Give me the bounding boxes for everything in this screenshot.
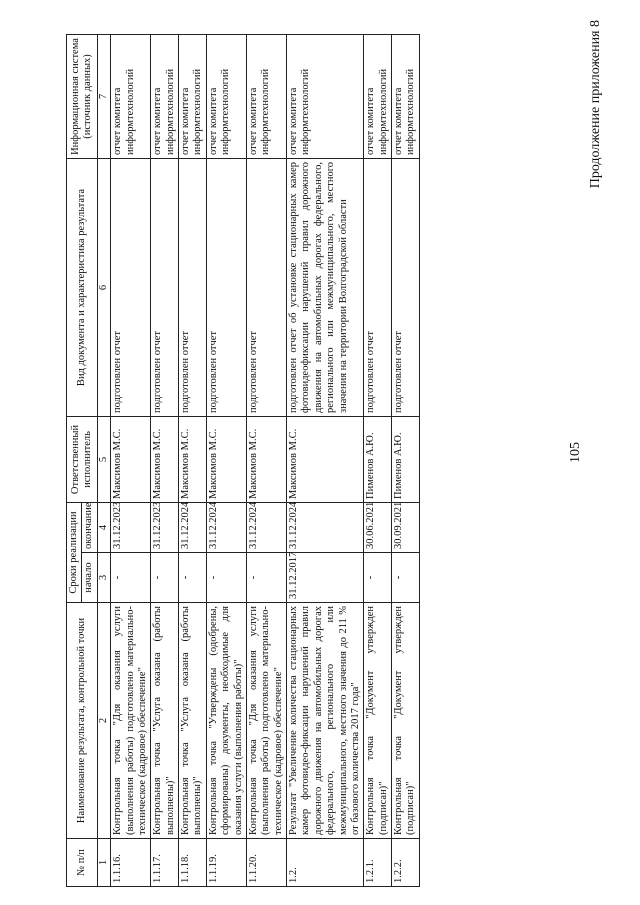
row-end: 31.12.2024 (246, 502, 286, 552)
table-row (111, 34, 151, 886)
header-num: № п/п (67, 839, 98, 887)
row-start: - (151, 553, 179, 603)
row-doc: подготовлен отчет (364, 158, 392, 416)
table-row (206, 34, 246, 886)
appendix-title: Продолжение приложения 8 (588, 20, 603, 189)
col-number: 3 (97, 553, 110, 603)
table-row (179, 34, 207, 886)
row-name: Контрольная точка "Документ утвержден (подписан)" (392, 603, 420, 839)
row-num: 1.1.17. (151, 839, 179, 887)
row-start: 31.12.2017 (287, 553, 364, 603)
col-number: 5 (97, 416, 110, 502)
row-name: Контрольная точка "Утверждены (одобрены, сформированы) документы, необходимые для оказания услуги (выполнения работы)" (206, 603, 246, 839)
header-end: окончание (82, 502, 97, 552)
table-row (246, 34, 286, 886)
row-num: 1.1.19. (206, 839, 246, 887)
row-source: отчет комитета информтехнологий (364, 34, 392, 158)
row-source: отчет комитета информтехнологий (179, 34, 207, 158)
row-doc: подготовлен отчет (392, 158, 420, 416)
col-number: 7 (97, 34, 110, 158)
row-end: 30.09.2021 (392, 502, 420, 552)
row-name: Контрольная точка "Услуга оказана (работы выполнены)" (179, 603, 207, 839)
row-doc: подготовлен отчет (179, 158, 207, 416)
table-row (287, 34, 364, 886)
table-row (392, 34, 420, 886)
row-source: отчет комитета информтехнологий (111, 34, 151, 158)
row-responsible: Максимов М.С. (287, 416, 364, 502)
row-end: 31.12.2023 (151, 502, 179, 552)
row-start: - (364, 553, 392, 603)
row-end: 31.12.2024 (206, 502, 246, 552)
row-start: - (179, 553, 207, 603)
row-source: отчет комитета информтехнологий (246, 34, 286, 158)
row-responsible: Максимов М.С. (246, 416, 286, 502)
column-number-row (97, 34, 110, 886)
row-doc: подготовлен отчет (111, 158, 151, 416)
header-start: начало (82, 553, 97, 603)
header-doc: Вид документа и характеристика результата (67, 158, 98, 416)
row-responsible: Максимов М.С. (179, 416, 207, 502)
row-name: Контрольная точка "Для оказания услуги (выполнения работы) подготовлено материально-техническое (кадровое) обеспечение" (111, 603, 151, 839)
row-start: - (111, 553, 151, 603)
col-number: 6 (97, 158, 110, 416)
row-responsible: Максимов М.С. (111, 416, 151, 502)
row-doc: подготовлен отчет об установке стационарных камер фотовидеофиксации нарушений правил дорожного движения на автомобильных дорогах федерального, регионального или межмуниципального, местного значения на территории Волгоградской области (287, 158, 364, 416)
col-number: 2 (97, 603, 110, 839)
row-responsible: Максимов М.С. (151, 416, 179, 502)
row-end: 31.12.2024 (287, 502, 364, 552)
header-name: Наименование результата, контрольной точки (67, 603, 98, 839)
row-source: отчет комитета информтехнологий (287, 34, 364, 158)
row-doc: подготовлен отчет (246, 158, 286, 416)
row-num: 1.2.2. (392, 839, 420, 887)
row-name: Контрольная точка "Документ утвержден (подписан)" (364, 603, 392, 839)
row-num: 1.1.20. (246, 839, 286, 887)
row-responsible: Пименов А.Ю. (364, 416, 392, 502)
row-num: 1.2.1. (364, 839, 392, 887)
row-responsible: Максимов М.С. (206, 416, 246, 502)
header-responsible: Ответственный исполнитель (67, 416, 98, 502)
table-row (364, 34, 392, 886)
row-start: - (206, 553, 246, 603)
results-table (66, 34, 420, 887)
row-source: отчет комитета информтехнологий (206, 34, 246, 158)
header-terms: Сроки реализации (67, 502, 82, 602)
row-source: отчет комитета информтехнологий (151, 34, 179, 158)
row-start: - (392, 553, 420, 603)
row-responsible: Пименов А.Ю. (392, 416, 420, 502)
row-doc: подготовлен отчет (206, 158, 246, 416)
row-num: 1.2. (287, 839, 364, 887)
row-end: 31.12.2023 (111, 502, 151, 552)
col-number: 1 (97, 839, 110, 887)
table-row (151, 34, 179, 886)
row-num: 1.1.18. (179, 839, 207, 887)
header-source: Информационная система (источник данных) (67, 34, 98, 158)
row-source: отчет комитета информтехнологий (392, 34, 420, 158)
row-end: 31.12.2024 (179, 502, 207, 552)
row-name: Контрольная точка "Услуга оказана (работы выполнены)" (151, 603, 179, 839)
row-name: Результат "Увеличение количества стационарных камер фотовидео-фиксации нарушений правил дорожного движения на автомобильных дорогах федерального, регионального или межмуниципального, местного значения до 211 % от базового количества 2017 года" (287, 603, 364, 839)
row-name: Контрольная точка "Для оказания услуги (выполнения работы) подготовлено материально-техническое (кадровое) обеспечение" (246, 603, 286, 839)
col-number: 4 (97, 502, 110, 552)
page-number: 105 (568, 442, 583, 463)
row-doc: подготовлен отчет (151, 158, 179, 416)
row-num: 1.1.16. (111, 839, 151, 887)
row-end: 30.06.2021 (364, 502, 392, 552)
row-start: - (246, 553, 286, 603)
